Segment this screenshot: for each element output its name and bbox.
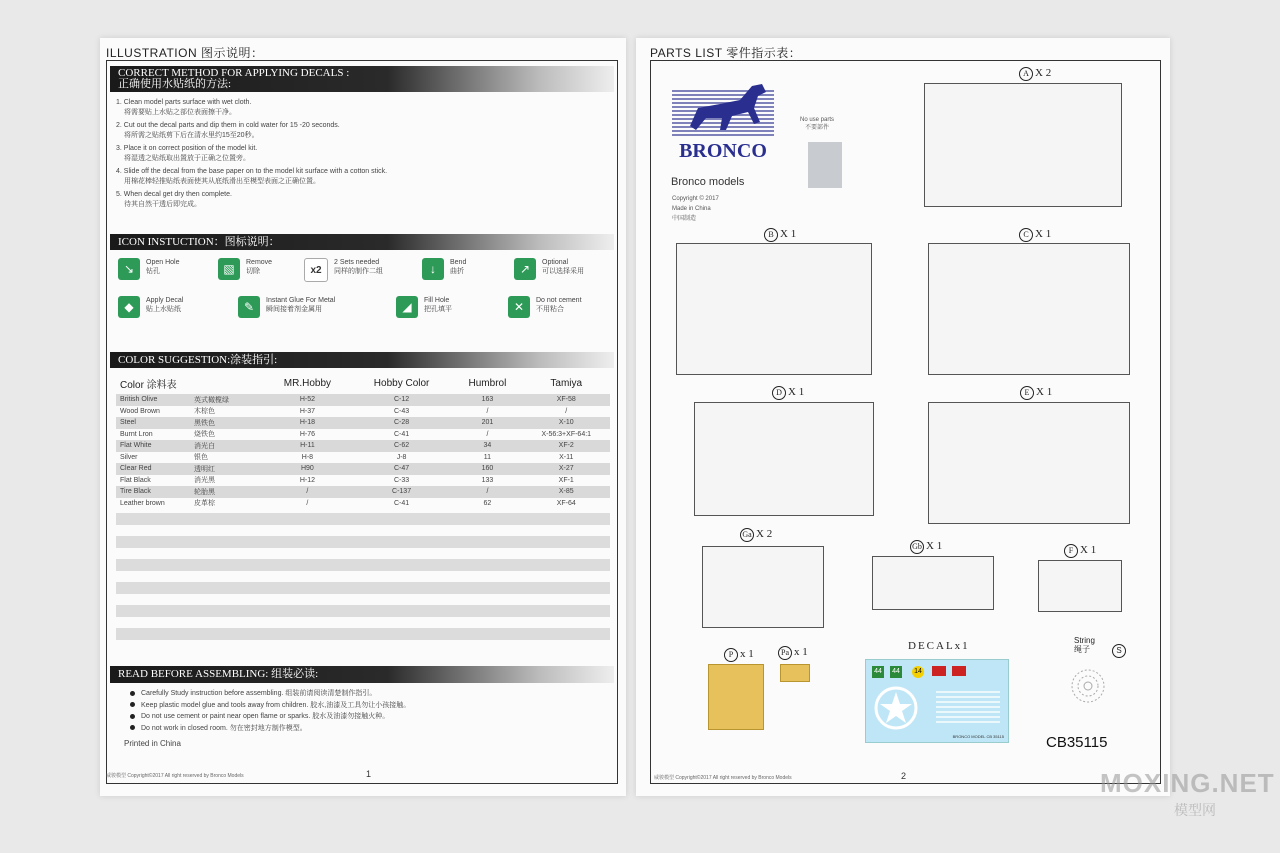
color-cell: XF-1 [558,476,574,484]
left-page [100,38,626,796]
left-footer: 威骏模型 Copyright©2017 All right reserved by Bronco Models [106,773,244,779]
page-number-1: 1 [366,769,372,779]
parts-list-title: PARTS LIST 零件指示表： [650,46,802,60]
decal-sheet: 44 44 14 BRONCO MODEL CB 35115 [865,659,1009,743]
color-cell: Burnt Lron [120,430,153,438]
color-cell: C-47 [351,463,453,475]
watermark-en: MOXING.NET [1100,768,1275,798]
right-page [636,38,1170,796]
color-cell: H-18 [264,417,351,429]
color-cell: C-41 [393,430,410,438]
color-cell: X-10 [523,417,611,429]
remove-icon: ▧ [218,258,240,280]
color-cell: C-12 [351,394,453,406]
assembly-notes [130,688,410,734]
color-row [116,394,610,406]
kit-code: CB35115 [1046,734,1108,751]
optional-icon: ↗ [514,258,536,280]
decal-step: 3. Place it on correct position of the model kit. 将湿透之贴纸取出置放于正确之位置旁。 [116,145,258,162]
color-cell: H-52 [264,394,351,406]
string-letter: S [1112,644,1126,658]
icon-heading: ICON INSTUCTION：图标说明： [110,234,614,250]
color-cell: X-85 [523,486,611,498]
string-coil-icon [1068,666,1108,706]
color-cell: C-43 [393,407,410,415]
color-cell: 银色 [194,454,208,462]
no-use-parts-label: No use parts 不要部件 [800,117,835,131]
color-row [116,498,610,510]
icon-legend-item: ◢ Fill Hole 把孔填平 [396,296,452,318]
do-not-cement-icon: ✕ [508,296,530,318]
sprue-c [928,243,1130,375]
color-cell: H-76 [299,430,315,438]
color-cell: XF-2 [523,440,611,452]
color-cell: 英式橄榄绿 [190,394,264,406]
icon-legend-item: ✎ Instant Glue For Metal 瞬间接着剂金属用 [238,296,335,318]
color-row [116,452,610,464]
bronco-wordmark: BRONCO [679,140,767,162]
photo-etch-pa [780,664,810,682]
color-cell: / [486,430,489,438]
watermark-cn: 模型网 [1174,802,1216,818]
color-cell: Silver [120,453,138,461]
color-cell: C-137 [351,486,453,498]
color-table-header: MR.Hobby [283,377,332,389]
icon-legend-item: ◆ Apply Decal 贴上水贴纸 [118,296,183,318]
bronco-logo [670,78,776,174]
color-cell: C-28 [351,417,453,429]
icon-legend-item: x2 2 Sets needed 同样的制作二组 [304,258,383,282]
color-cell: 皮革棕 [194,500,215,508]
decal-label: DECALx1 [908,640,970,652]
sprue-pa-label: Pa x 1 [778,646,808,660]
sprue-b-label: B X 1 [764,228,796,242]
color-cell: 黑铁色 [190,417,264,429]
sprue-c-label: C X 1 [1019,228,1051,242]
sprue-e [928,402,1130,524]
color-cell: 133 [481,476,494,484]
color-cell: Tire Black [116,486,190,498]
color-cell: 34 [452,440,522,452]
open-hole-icon: ↘ [118,258,140,280]
instant-glue-icon: ✎ [238,296,260,318]
color-row [116,440,610,452]
color-cell: H-12 [299,476,315,484]
sprue-a [924,83,1122,207]
apply-decal-icon: ◆ [118,296,140,318]
color-table-header: Color 涂料表 [120,379,177,391]
color-table [116,372,610,509]
color-cell: C-33 [393,476,410,484]
color-cell: / [565,407,568,415]
color-cell: H-37 [299,407,315,415]
color-cell: H-8 [301,453,314,461]
color-cell: 消光黑 [194,477,215,485]
color-table-header: Hobby Color [373,377,430,389]
bullet-icon [130,714,135,719]
bullet-icon [130,725,135,730]
decal-step: 1. Clean model parts surface with wet cloth. 将需要贴上水贴之部位表面擦干净。 [116,99,252,116]
color-cell: 163 [452,394,522,406]
sprue-d-label: D X 1 [772,386,804,400]
icon-legend-item: ↗ Optional 可以选择采用 [514,258,584,280]
sprue-p-label: P x 1 [724,648,754,662]
color-row [116,429,610,441]
sprue-ga [702,546,824,628]
icon-legend-item: ✕ Do not cement 不用粘合 [508,296,582,318]
color-cell: H90 [264,463,351,475]
color-cell: Flat White [116,440,190,452]
color-cell: / [486,407,489,415]
decal-steps [116,98,586,213]
decal-step: 5. When decal get dry then complete. 待其自然干透后即完成。 [116,191,232,208]
color-cell: X-11 [559,453,574,461]
color-cell: X-27 [523,463,611,475]
bullet-icon [130,691,135,696]
color-cell: 轮胎黑 [190,486,264,498]
color-row [116,406,610,418]
sprue-f [1038,560,1122,612]
color-cell: 11 [483,453,492,461]
sprue-e-label: E X 1 [1020,386,1052,400]
right-footer: 威骏模型 Copyright©2017 All right reserved by Bronco Models [654,775,792,781]
printed-in-china: Printed in China [124,739,181,748]
color-cell: / [264,486,351,498]
color-table-header: Tamiya [550,377,583,389]
color-cell: 木棕色 [194,408,215,416]
brand-info: Copyright © 2017 Made in China 中国制造 [672,196,719,222]
red-marking-icon [932,666,946,676]
assembly-note: Carefully Study instruction before assembling. 组装前请阅读清楚制作指引。 [130,688,410,700]
photo-etch-p [708,664,764,730]
sprue-a-label: A X 2 [1019,67,1051,81]
color-cell: XF-58 [523,394,611,406]
red-marking-icon [952,666,966,676]
icon-legend-item: ▧ Remove 切除 [218,258,272,280]
blank-rows [116,513,610,651]
color-cell: British Olive [116,394,190,406]
sprue-gb-label: Gb X 1 [910,540,942,554]
color-cell: J-8 [396,453,407,461]
color-cell: 烧铁色 [194,431,215,439]
color-cell: / [452,486,522,498]
color-row [116,486,610,498]
assembly-note: Do not use cement or paint near open flame or sparks. 胶水及油漆勿接触火种。 [130,711,410,723]
color-cell: XF-64 [556,499,576,507]
bullet-icon [130,702,135,707]
color-cell: X-56:3+XF-64:1 [541,430,592,438]
color-cell: 62 [483,499,492,507]
color-cell: H-11 [264,440,351,452]
color-cell: C-41 [393,499,410,507]
color-table-header: Humbrol [468,377,507,389]
sprue-f-label: F X 1 [1064,544,1096,558]
color-cell: 消光白 [190,440,264,452]
color-cell: / [306,499,309,507]
illustration-title: ILLUSTRATION 图示说明： [106,46,264,60]
horse-logo-icon [670,78,776,138]
assembly-heading: READ BEFORE ASSEMBLING: 组装必读: [110,666,614,683]
color-cell: Flat Black [120,476,151,484]
color-cell: 160 [452,463,522,475]
color-row [116,463,610,475]
decal-step: 2. Cut out the decal parts and dip them in cold water for 15 -20 seconds. 将所需之贴纸剪下后在清水里约15至20秒。 [116,122,340,139]
icon-legend-item: ↘ Open Hole 钻孔 [118,258,179,280]
sprue-d [694,402,874,516]
fill-hole-icon: ◢ [396,296,418,318]
color-row [116,417,610,429]
color-cell: Clear Red [116,463,190,475]
decal-number-rows [936,688,1000,726]
color-row [116,475,610,487]
string-label: String 绳子 [1074,636,1095,654]
color-cell: 201 [452,417,522,429]
no-use-swatch [808,142,842,188]
allied-star-icon [874,686,918,730]
page-number-2: 2 [901,771,907,781]
color-heading: COLOR SUGGESTION:涂装指引: [110,352,614,368]
two-sets-icon: x2 [304,258,328,282]
color-cell: 透明红 [190,463,264,475]
assembly-note: Keep plastic model glue and tools away from children. 胶水,油漆及工具勿让小孩接触。 [130,700,410,712]
sprue-gb [872,556,994,610]
color-cell: C-62 [351,440,453,452]
sprue-b [676,243,872,375]
brand-name: Bronco models [671,176,745,188]
bend-icon: ↓ [422,258,444,280]
icon-legend-item: ↓ Bend 曲折 [422,258,466,280]
sprue-ga-label: Ga X 2 [740,528,772,542]
decal-step: 4. Slide off the decal from the base paper on to the model kit surface with a cotton stick. 用棉花棒轻推贴纸表面使其从底纸滑出至模型表面之正确位置。 [116,168,388,185]
decal-sheet-code: BRONCO MODEL CB 35115 [952,734,1004,739]
color-cell: Steel [116,417,190,429]
assembly-note: Do not work in closed room. 勿在密封地方制作模型。 [130,723,410,735]
color-cell: Wood Brown [120,407,160,415]
decals-heading: CORRECT METHOD FOR APPLYING DECALS : 正确使用水贴纸的方法: [110,66,614,92]
color-cell: Leather brown [120,499,165,507]
